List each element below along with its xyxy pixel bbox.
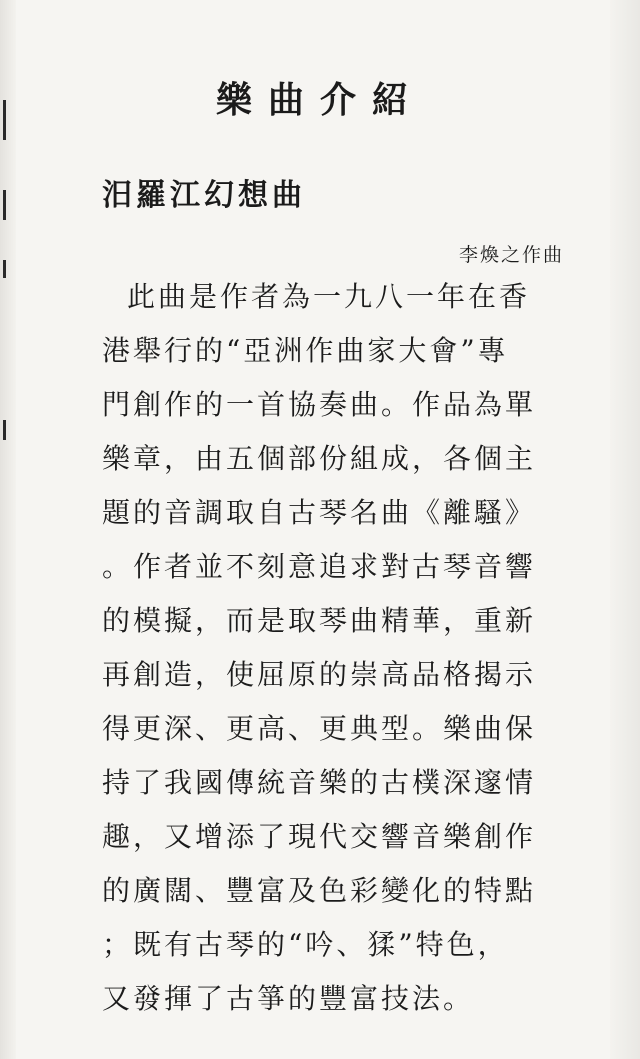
left-page-edge: [0, 0, 16, 1059]
edge-mark: [3, 420, 6, 440]
text-line: 此曲是作者為一九八一年在香: [127, 280, 531, 313]
text-line: 趣，又增添了現代交響音樂創作: [102, 820, 537, 853]
piece-title: 汨羅江幻想曲: [102, 178, 306, 213]
text-line: 持了我國傳統音樂的古樸深邃情: [102, 766, 537, 799]
text-line: 樂章，由五個部份組成，各個主: [102, 442, 537, 475]
text-line: 題的音調取自古琴名曲《離騷》: [102, 496, 537, 529]
composer-credit: 李煥之作曲: [458, 244, 564, 266]
edge-mark: [3, 260, 6, 278]
text-line: 門創作的一首協奏曲。作品為單: [102, 388, 537, 421]
body-text: [102, 270, 582, 1026]
text-line: 再創造，使屈原的崇高品格揭示: [102, 658, 537, 691]
text-line: 。作者並不刻意追求對古琴音響: [102, 550, 537, 583]
text-line: ；既有古琴的“吟、猱”特色，: [102, 928, 509, 961]
text-line: 又發揮了古箏的豐富技法。: [102, 982, 475, 1015]
text-line: 港舉行的“亞洲作曲家大會”專: [102, 334, 509, 367]
text-line: 的模擬，而是取琴曲精華，重新: [102, 604, 537, 637]
page-title: 樂曲介紹: [215, 79, 424, 121]
right-page-edge: [610, 0, 640, 1059]
text-line: 得更深、更高、更典型。樂曲保: [102, 712, 537, 745]
text-line: 的廣闊、豐富及色彩變化的特點: [102, 874, 537, 907]
edge-mark: [3, 190, 6, 220]
